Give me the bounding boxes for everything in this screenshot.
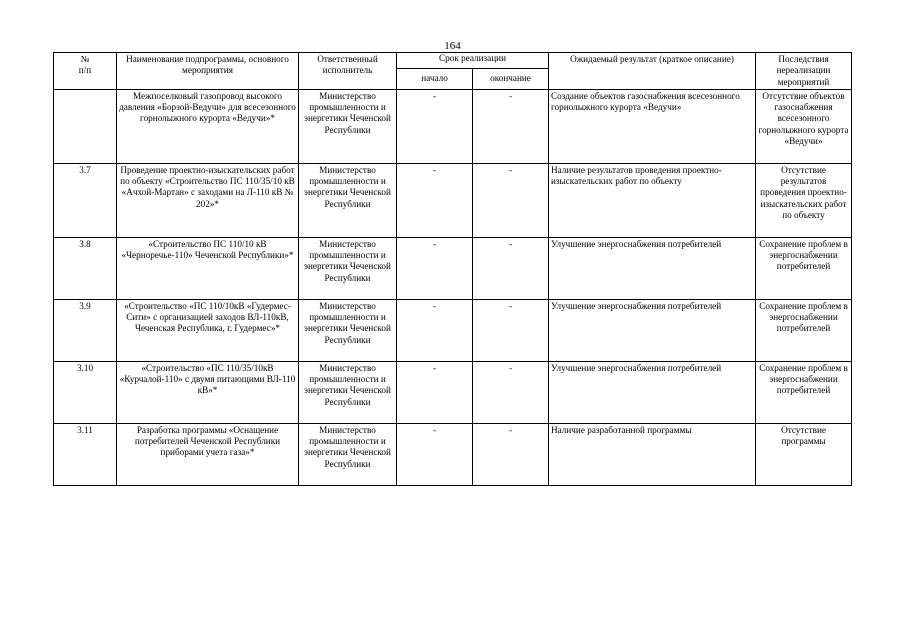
row-executor: Министерство промышленности и энергетики Чеченской Республики bbox=[299, 361, 397, 423]
row-name: «Строительство «ПС 110/10кВ «Гудермес-Сити» с организацией заходов ВЛ-110кВ, Чеченская Республика, г. Гудермес»* bbox=[117, 299, 299, 361]
row-num: 3.7 bbox=[54, 163, 117, 237]
row-consequence: Отсутствие объектов газоснабжения всесезонного горнолыжного курорта «Ведучи» bbox=[756, 89, 852, 163]
table-row bbox=[54, 299, 852, 361]
header-row bbox=[54, 53, 852, 69]
header-num: № п/п bbox=[54, 53, 117, 90]
row-executor: Министерство промышленности и энергетики Чеченской Республики bbox=[299, 89, 397, 163]
row-consequence: Сохранение проблем в энергоснабжении потребителей bbox=[756, 361, 852, 423]
row-result: Улучшение энергоснабжения потребителей bbox=[549, 237, 756, 299]
row-name: «Строительство «ПС 110/35/10кВ «Курчалой-110» с двумя питающими ВЛ-110 кВ»* bbox=[117, 361, 299, 423]
row-start: - bbox=[397, 423, 473, 485]
header-period: Срок реализации bbox=[397, 53, 549, 69]
row-executor: Министерство промышленности и энергетики Чеченской Республики bbox=[299, 423, 397, 485]
header-result: Ожидаемый результат (краткое описание) bbox=[549, 53, 756, 90]
table-row bbox=[54, 163, 852, 237]
row-start: - bbox=[397, 89, 473, 163]
row-start: - bbox=[397, 361, 473, 423]
row-consequence: Отсутствие результатов проведения проектно-изыскательских работ по объекту bbox=[756, 163, 852, 237]
row-num: 3.8 bbox=[54, 237, 117, 299]
row-num: 3.11 bbox=[54, 423, 117, 485]
row-consequence: Сохранение проблем в энергоснабжении потребителей bbox=[756, 299, 852, 361]
row-end: - bbox=[473, 423, 549, 485]
row-executor: Министерство промышленности и энергетики Чеченской Республики bbox=[299, 163, 397, 237]
table-row bbox=[54, 423, 852, 485]
header-end: окончание bbox=[473, 68, 549, 89]
row-executor: Министерство промышленности и энергетики Чеченской Республики bbox=[299, 299, 397, 361]
table-row bbox=[54, 89, 852, 163]
row-start: - bbox=[397, 163, 473, 237]
row-end: - bbox=[473, 89, 549, 163]
row-result: Создание объектов газоснабжения всесезонного горнолыжного курорта «Ведучи» bbox=[549, 89, 756, 163]
row-name: Разработка программы «Оснащение потребителей Чеченской Республики приборами учета газа»* bbox=[117, 423, 299, 485]
row-consequence: Отсутствие программы bbox=[756, 423, 852, 485]
row-start: - bbox=[397, 237, 473, 299]
row-start: - bbox=[397, 299, 473, 361]
row-name: «Строительство ПС 110/10 кВ «Черноречье-110» Чеченской Республики»* bbox=[117, 237, 299, 299]
header-name: Наименование подпрограммы, основного мероприятия bbox=[117, 53, 299, 90]
header-start: начало bbox=[397, 68, 473, 89]
row-num bbox=[54, 89, 117, 163]
table-row bbox=[54, 237, 852, 299]
row-end: - bbox=[473, 361, 549, 423]
header-consequence: Последствия нереализации мероприятий bbox=[756, 53, 852, 90]
row-name: Межпоселковый газопровод высокого давления «Борзой-Ведучи» для всесезонного горнолыжного курорта «Ведучи»* bbox=[117, 89, 299, 163]
row-consequence: Сохранение проблем в энергоснабжении потребителей bbox=[756, 237, 852, 299]
header-executor: Ответственный исполнитель bbox=[299, 53, 397, 90]
program-table bbox=[53, 52, 852, 486]
row-end: - bbox=[473, 163, 549, 237]
row-result: Улучшение энергоснабжения потребителей bbox=[549, 361, 756, 423]
row-result: Улучшение энергоснабжения потребителей bbox=[549, 299, 756, 361]
row-num: 3.10 bbox=[54, 361, 117, 423]
row-name: Проведение проектно-изыскательских работ по объекту «Строительство ПС 110/35/10 кВ «Ачхой-Мартан» с заходами на Л-110 кВ № 202»* bbox=[117, 163, 299, 237]
row-executor: Министерство промышленности и энергетики Чеченской Республики bbox=[299, 237, 397, 299]
row-end: - bbox=[473, 299, 549, 361]
row-result: Наличие результатов проведения проектно-изыскательских работ по объекту bbox=[549, 163, 756, 237]
table-row bbox=[54, 361, 852, 423]
row-result: Наличие разработанной программы bbox=[549, 423, 756, 485]
row-num: 3.9 bbox=[54, 299, 117, 361]
row-end: - bbox=[473, 237, 549, 299]
page-number: 164 bbox=[444, 40, 461, 52]
